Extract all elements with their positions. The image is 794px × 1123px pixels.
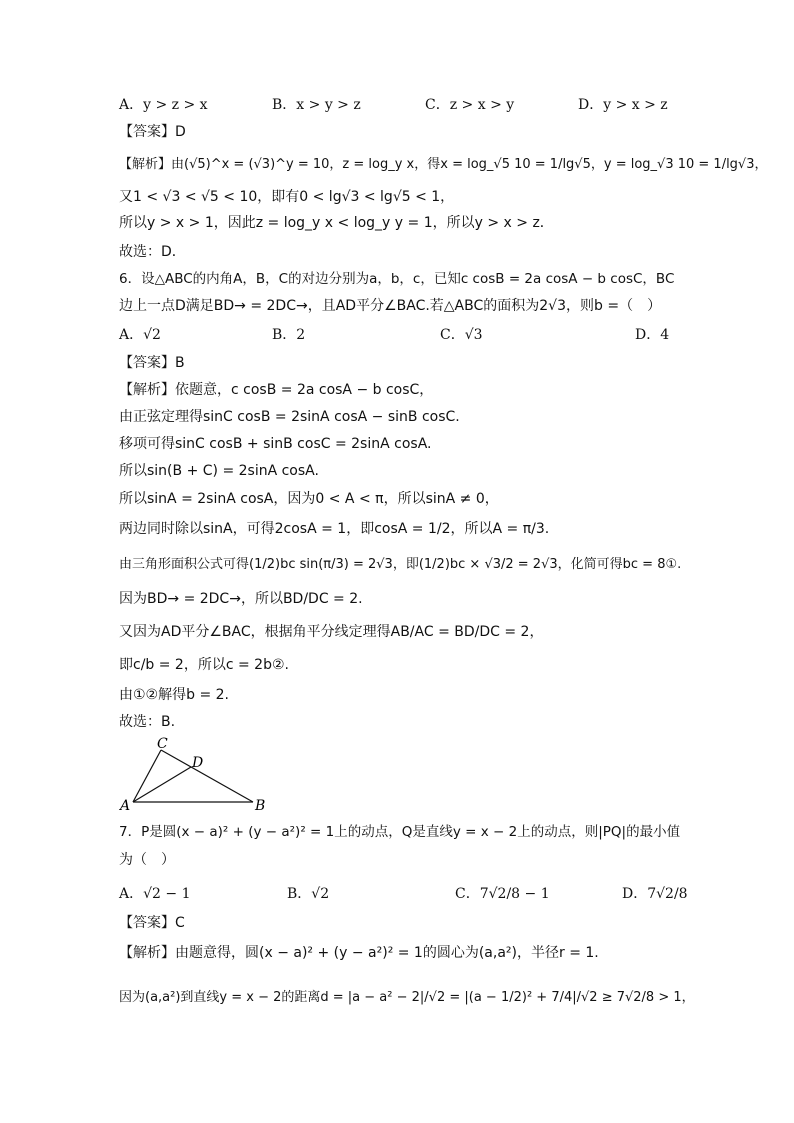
q6-analysis-line-2: 由正弦定理得sinC cosB = 2sinA cosA − sinB cosC. <box>119 409 460 425</box>
q6-analysis-line-10: 即c/b = 2，所以c = 2b②. <box>119 657 289 673</box>
vertex-b-label: B <box>255 798 266 814</box>
q5-analysis-line-4: 故选：D． <box>119 244 186 260</box>
q6-answer: 【答案】B <box>119 355 185 371</box>
q7-stem-line-1: 7．P是圆(x − a)² + (y − a²)² = 1上的动点，Q是直线y = x − 2上的动点，则|PQ|的最小值 <box>119 824 681 840</box>
q6-analysis-line-4: 所以sin(B + C) = 2sinA cosA. <box>119 463 319 479</box>
q6-option-c: C．√3 <box>440 327 483 343</box>
q7-option-a: A．√2 − 1 <box>119 886 191 902</box>
q6-analysis-line-9: 又因为AD平分∠BAC，根据角平分线定理得AB/AC = BD/DC = 2， <box>119 624 544 640</box>
q6-analysis-line-3: 移项可得sinC cosB + sinB cosC = 2sinA cosA. <box>119 436 432 452</box>
vertex-a-label: A <box>120 798 131 814</box>
q6-analysis-line-12: 故选：B. <box>119 714 176 730</box>
vertex-c-label: C <box>157 736 168 752</box>
segment-ad <box>133 767 191 802</box>
segment-cb <box>161 750 253 802</box>
q5-analysis-line-1: 【解析】由(√5)^x = (√3)^y = 10，z = log_y x，得x = log_√5 10 = 1/lg√5，y = log_√3 10 = 1/lg√3， <box>119 157 768 172</box>
q6-analysis-line-1: 【解析】依题意，c cosB = 2a cosA − b cosC， <box>119 382 434 398</box>
point-d-label: D <box>192 755 204 771</box>
q5-option-b: B．x > y > z <box>272 97 361 113</box>
q6-stem-line-1: 6．设△ABC的内角A，B，C的对边分别为a，b，c，已知c cosB = 2a cosA − b cosC，BC <box>119 271 675 287</box>
q5-option-c: C．z > x > y <box>425 97 515 113</box>
q7-answer: 【答案】C <box>119 915 185 931</box>
q5-analysis-line-3: 所以y > x > 1，因此z = log_y x < log_y y = 1，所以y > x > z． <box>119 215 554 231</box>
q5-analysis-line-2: 又1 < √3 < √5 < 10，即有0 < lg√3 < lg√5 < 1， <box>119 189 455 205</box>
q6-analysis-line-6: 两边同时除以sinA，可得2cosA = 1，即cosA = 1/2，所以A = π/3. <box>119 521 550 537</box>
q5-option-d: D．y > x > z <box>578 97 668 113</box>
q6-stem-line-2: 边上一点D满足BD→ = 2DC→，且AD平分∠BAC.若△ABC的面积为2√3，则b =（ ） <box>119 298 662 314</box>
q6-analysis-line-5: 所以sinA = 2sinA cosA，因为0 < A < π，所以sinA ≠ 0， <box>119 491 499 507</box>
q6-option-d: D．4 <box>635 327 670 343</box>
q6-analysis-line-11: 由①②解得b = 2. <box>119 687 229 703</box>
q7-option-c: C．7√2/8 − 1 <box>455 886 550 902</box>
q7-analysis-line-2: 因为(a,a²)到直线y = x − 2的距离d = |a − a² − 2|/√2 = |(a − 1/2)² + 7/4|/√2 ≥ 7√2/8 > 1， <box>119 990 695 1005</box>
q6-option-a: A．√2 <box>119 327 161 343</box>
q7-option-d: D．7√2/8 <box>622 886 688 902</box>
q7-analysis-line-1: 【解析】由题意得，圆(x − a)² + (y − a²)² = 1的圆心为(a,a²)，半径r = 1. <box>119 945 599 961</box>
q7-option-b: B．√2 <box>287 886 330 902</box>
q5-answer: 【答案】D <box>119 124 186 140</box>
q6-analysis-line-8: 因为BD→ = 2DC→，所以BD/DC = 2. <box>119 591 363 607</box>
q7-stem-line-2: 为（ ） <box>119 852 175 868</box>
q6-option-b: B．2 <box>272 327 306 343</box>
q6-analysis-line-7: 由三角形面积公式可得(1/2)bc sin(π/3) = 2√3，即(1/2)bc × √3/2 = 2√3，化简可得bc = 8①. <box>119 557 682 572</box>
triangle-diagram <box>115 736 285 816</box>
q5-option-a: A．y > z > x <box>119 97 208 113</box>
